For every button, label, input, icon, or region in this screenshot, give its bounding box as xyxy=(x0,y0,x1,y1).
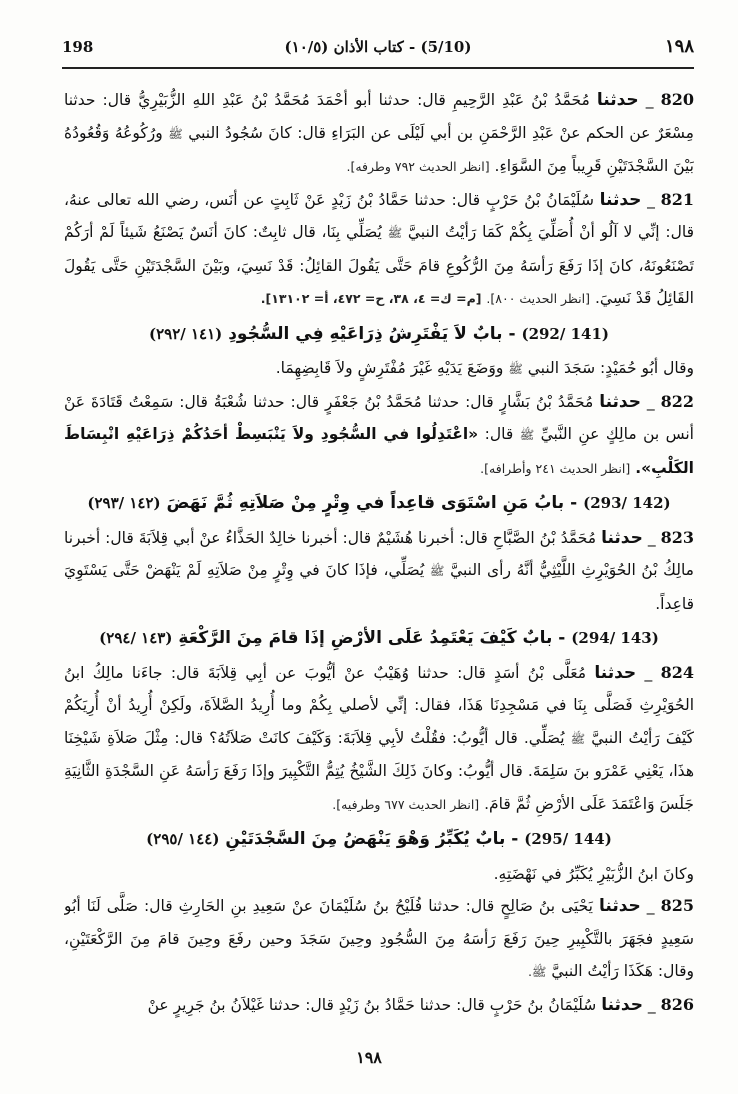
chapter-title: - بابٌ يُكَبِّرُ وَهْوَ يَنْهَضُ مِنَ السَّجْدَتَيْنِ xyxy=(225,829,519,849)
chapter-title: - بابٌ كَيْفَ يَعْتَمِدُ عَلَى الأرْضِ إذَا قامَ مِنَ الرَّكْعَةِ xyxy=(178,628,566,648)
footer-page-number: ١٩٨ xyxy=(356,1048,382,1067)
salawat-glyph: ﷺ xyxy=(168,126,183,141)
chapter-title: - بابُ مَنِ اسْتَوَى قاعِداً في وِتْرٍ مِنْ صَلاَتِهِ ثُمَّ نَهَضَ xyxy=(166,493,578,513)
cross-reference: [انظر الحديث ٢٤١ وأطرافه]. xyxy=(480,460,631,476)
chapter-number-latin: (141 /292) xyxy=(521,324,609,343)
note-text: وكانَ ابنُ الزُّبَيْرِ يُكَبِّرُ في نَهْضَتِهِ. xyxy=(493,864,694,883)
cross-reference: [انظر الحديث ٧٩٢ وطرفه]. xyxy=(346,159,490,174)
chapter-number-arabic: (١٤٢ /٢٩٣) xyxy=(87,494,161,512)
abu-humayd-note xyxy=(64,352,694,386)
chapter-number-arabic: (١٤٣ /٢٩٤) xyxy=(99,629,173,647)
hadith-number: 822 xyxy=(660,391,694,411)
hadith-text: سُلَيْمَانُ بنُ حَرْبٍ قال: حدثنا حَمَّادُ بنُ زَيْدٍ قال: حدثنا غَيْلاَنُ بنُ جَرِيرٍ عنْ xyxy=(147,995,597,1014)
hadith-text: مُحَمَّدُ بْنُ الصَّبَّاحِ قال: أخبرنا هُشَيْمٌ قال: أخبرنا خالِدٌ الحَذَّاءُ عنْ أبي قِلاَبَةَ قال: أخبرنا مالِكُ بْنُ الحُوَيْرِثِ اللَّيْثِيُّ أنَّهُ رأى النبيَّ xyxy=(64,528,694,579)
hadith-text-continued: يُصَلِّي بِنَا، قال ثابِتٌ: كانَ أنَسٌ يَصْنَعُ شَيئاً لَمْ أرَكُمْ تَصْنَعُونَهُ، كانَ إذَا رَفَعَ رَأسَهُ مِنَ الرُّكُوعِ قامَ حَتَّى يَقُولَ القائِلُ: قَدْ نَسِيَ، وبَيْنَ السَّجْدَتَيْنِ حَتَّى يَقُولَ القَائِلُ قَدْ نَسِيَ. xyxy=(64,223,694,307)
dash: _ xyxy=(636,663,653,682)
page-number-arabic: ١٩٨ xyxy=(664,36,694,57)
chapter-heading-142 xyxy=(64,487,694,520)
hadith-822 xyxy=(64,386,694,486)
header-divider xyxy=(62,67,694,69)
hadith-number: 826 xyxy=(660,994,694,1014)
hadith-number: 820 xyxy=(660,90,694,109)
running-title: (5/10) - كتاب الأذان (١٠/٥) xyxy=(284,38,472,56)
hadith-text: سُلَيْمَانُ بْنُ حَرْبٍ قال: حدثنا حَمَّادُ بْنُ زَيْدٍ عَنْ ثَابِتٍ عن أنَس، رضي الله تعالى عنهُ، قال: إنِّي لا آلُو أنْ أُصَلِّيَ بِكُمْ كَمَا رَأيْتُ النبيَّ xyxy=(64,190,694,241)
dash: _ xyxy=(641,392,655,411)
cross-reference: [انظر الحديث ٦٧٧ وطرفيه]. xyxy=(332,796,480,812)
running-header xyxy=(62,34,694,62)
hadith-number: 825 xyxy=(660,896,694,915)
chapter-number-latin: (144 /295) xyxy=(524,830,612,848)
haddathana-word: حدثنا xyxy=(599,189,642,210)
chapter-number-arabic: (١٤١ /٢٩٢) xyxy=(149,324,223,343)
salawat-glyph: ﷺ xyxy=(570,731,586,746)
hadith-824 xyxy=(64,657,694,822)
hadith-text-continued: قال: xyxy=(484,425,514,443)
dash: _ xyxy=(640,897,655,915)
hadith-text-continued: ورُكُوعُهُ وَقُعُودُهُ بَيْنَ السَّجْدَتَيْنِ قَرِيباً مِنَ السَّوَاءِ. xyxy=(64,123,694,175)
haddathana-word: حدثنا xyxy=(599,896,641,916)
hadith-821 xyxy=(64,184,694,316)
hadith-number: 824 xyxy=(660,662,694,682)
hadith-number: 823 xyxy=(660,527,694,547)
haddathana-word: حدثنا xyxy=(594,662,637,683)
dash: _ xyxy=(641,190,655,209)
dash: _ xyxy=(638,91,654,109)
chapter-title: - بابٌ لاَ يَفْتَرِشُ ذِرَاعَيْهِ فِي السُّجُودِ xyxy=(228,323,516,344)
hadith-text: يَحْيَى بنُ صَالِحٍ قال: حدثنا فُلَيْحُ بنُ سُلَيْمَانَ عنْ سَعِيدِ بنِ الحَارِثِ قال: صَلَّى لَنَا أبُو سَعِيدٍ فجَهَرَ بالتَّكْبِيرِ حِينَ رَفَعَ رَأسَهُ مِنَ السُّجُودِ وحِينَ سَجَدَ وحين رفَعَ وحِينَ قامَ مِنَ الرَّكْعَتَيْنِ، وقال: هَكَذَا رَأيْتُ النبيَّ xyxy=(64,897,694,980)
haddathana-word: حدثنا xyxy=(599,391,641,412)
chapter-heading-143 xyxy=(64,622,694,655)
cross-reference: [انظر الحديث ٨٠٠]. xyxy=(486,291,591,306)
salawat-glyph: ﷺ xyxy=(387,226,403,240)
hadith-820 xyxy=(64,84,694,184)
haddathana-word: حدثنا xyxy=(601,994,643,1015)
hadith-text: مُحَمَّدُ بْنُ بَشَّارٍ قال: حدثنا مُحَمَّدُ بْنُ جَعْفَرٍ قال: حدثنا شُعْبَةُ قال: سَمِعْتُ قَتَادَةَ عَنْ أنس بن مالِكٍ عنِ النَّبيِّ xyxy=(64,392,694,443)
hadith-826 xyxy=(64,989,694,1022)
chapter-number-latin: (142 /293) xyxy=(583,494,671,512)
haddathana-word: حدثنا xyxy=(596,90,639,110)
ibn-zubayr-note xyxy=(64,858,694,891)
hadith-number: 821 xyxy=(660,189,694,209)
salawat-glyph: ﷺ xyxy=(429,564,445,578)
main-text xyxy=(64,84,694,1024)
hadith-text: مُعَلَّى بْنُ أسَدٍ قال: حدثنا وُهَيْبٌ عنْ أيُّوبَ عن أبِي قِلاَبَةَ قال: جاءَنا مالِكُ ابنُ الحُوَيْرِثِ فَصَلَّى بِنَا في مَسْجِدِنَا هَذَا، فقال: إنِّي لأصلي بِكُمْ وما أُرِيدُ الصَّلاَةَ، ولَكِنْ أُرِيدُ أنْ أُرِيَكُمْ كَيْفَ رَأيْتُ النبيَّ xyxy=(64,663,694,747)
prophetic-quote: «اعْتَدِلُوا في السُّجُودِ ولاَ يَنْبَسِطْ أحَدُكُمْ ذِرَاعَيْهِ انْبِسَاطَ الكَلْبِ». xyxy=(64,425,694,477)
chapter-heading-144 xyxy=(64,823,694,856)
hadith-825 xyxy=(64,890,694,989)
chapter-heading-141 xyxy=(64,318,694,351)
salawat-glyph: ﷺ. xyxy=(528,965,547,979)
hadith-text: مُحَمَّدُ بْنُ عَبْدِ الرَّحِيمِ قال: حدثنا أبو أحْمَدَ مُحَمَّدُ بْنُ عَبْدِ اللهِ الزُّبَيْرِيُّ قال: حدثنا مِسْعَرٌ عن الحكم عنْ عَبْدِ الرَّحْمَنِ بن أبي لَيْلَى عن البَرَاءِ قال: كانَ سُجُودُ النبي xyxy=(64,91,694,142)
chapter-number-latin: (143 /294) xyxy=(571,629,659,647)
haddathana-word: حدثنا xyxy=(601,527,643,548)
note-text: وقال أبُو حُمَيْدٍ: سَجَدَ النبي xyxy=(527,359,694,377)
dash: _ xyxy=(642,528,656,547)
salawat-glyph: ﷺ xyxy=(508,362,523,376)
note-text-continued: ووَضَعَ يَدَيْهِ غَيْرَ مُفْتَرِشٍ ولاَ قَابِضِهِمَا. xyxy=(275,359,504,377)
hadith-text-continued: يُصَلِّي. قال أيُّوبُ: فقُلْتُ لأبِي قِلاَبَةَ: وَكَيْفَ كانَتْ صَلاَتُهُ؟ قال: مِثْلَ صَلاَةِ شَيْخِنَا هذَا، يَعْنِي عَمْرَو بنَ سَلِمَةَ. قال أيُّوبُ: وكانَ ذَلِكَ الشَّيْخُ يُتِمُّ التَّكْبِيرَ وإذَا رَفَعَ رَأسَهُ عَنِ السَّجْدَةِ الثَّانِيَةِ جَلَسَ وَاعْتَمَدَ عَلَى الأرْضِ ثُمَّ قامَ. xyxy=(64,728,694,813)
dash: _ xyxy=(642,995,656,1014)
hadith-text-continued: يُصَلِّي، فإذَا كانَ في وِتْرٍ مِنْ صَلاَتِهِ لَمْ يَنْهَضْ حَتَّى يَسْتَوِيَ قاعِداً. xyxy=(64,561,694,613)
salawat-glyph: ﷺ xyxy=(519,428,535,442)
page-number-latin: 198 xyxy=(62,38,94,56)
chapter-number-arabic: (١٤٤ /٢٩٥) xyxy=(146,830,220,848)
collection-reference: [م= ك= ٤، ٣٨، ح= ٤٧٢، أ= ١٣١٠٢]. xyxy=(260,291,482,306)
hadith-823 xyxy=(64,522,694,621)
